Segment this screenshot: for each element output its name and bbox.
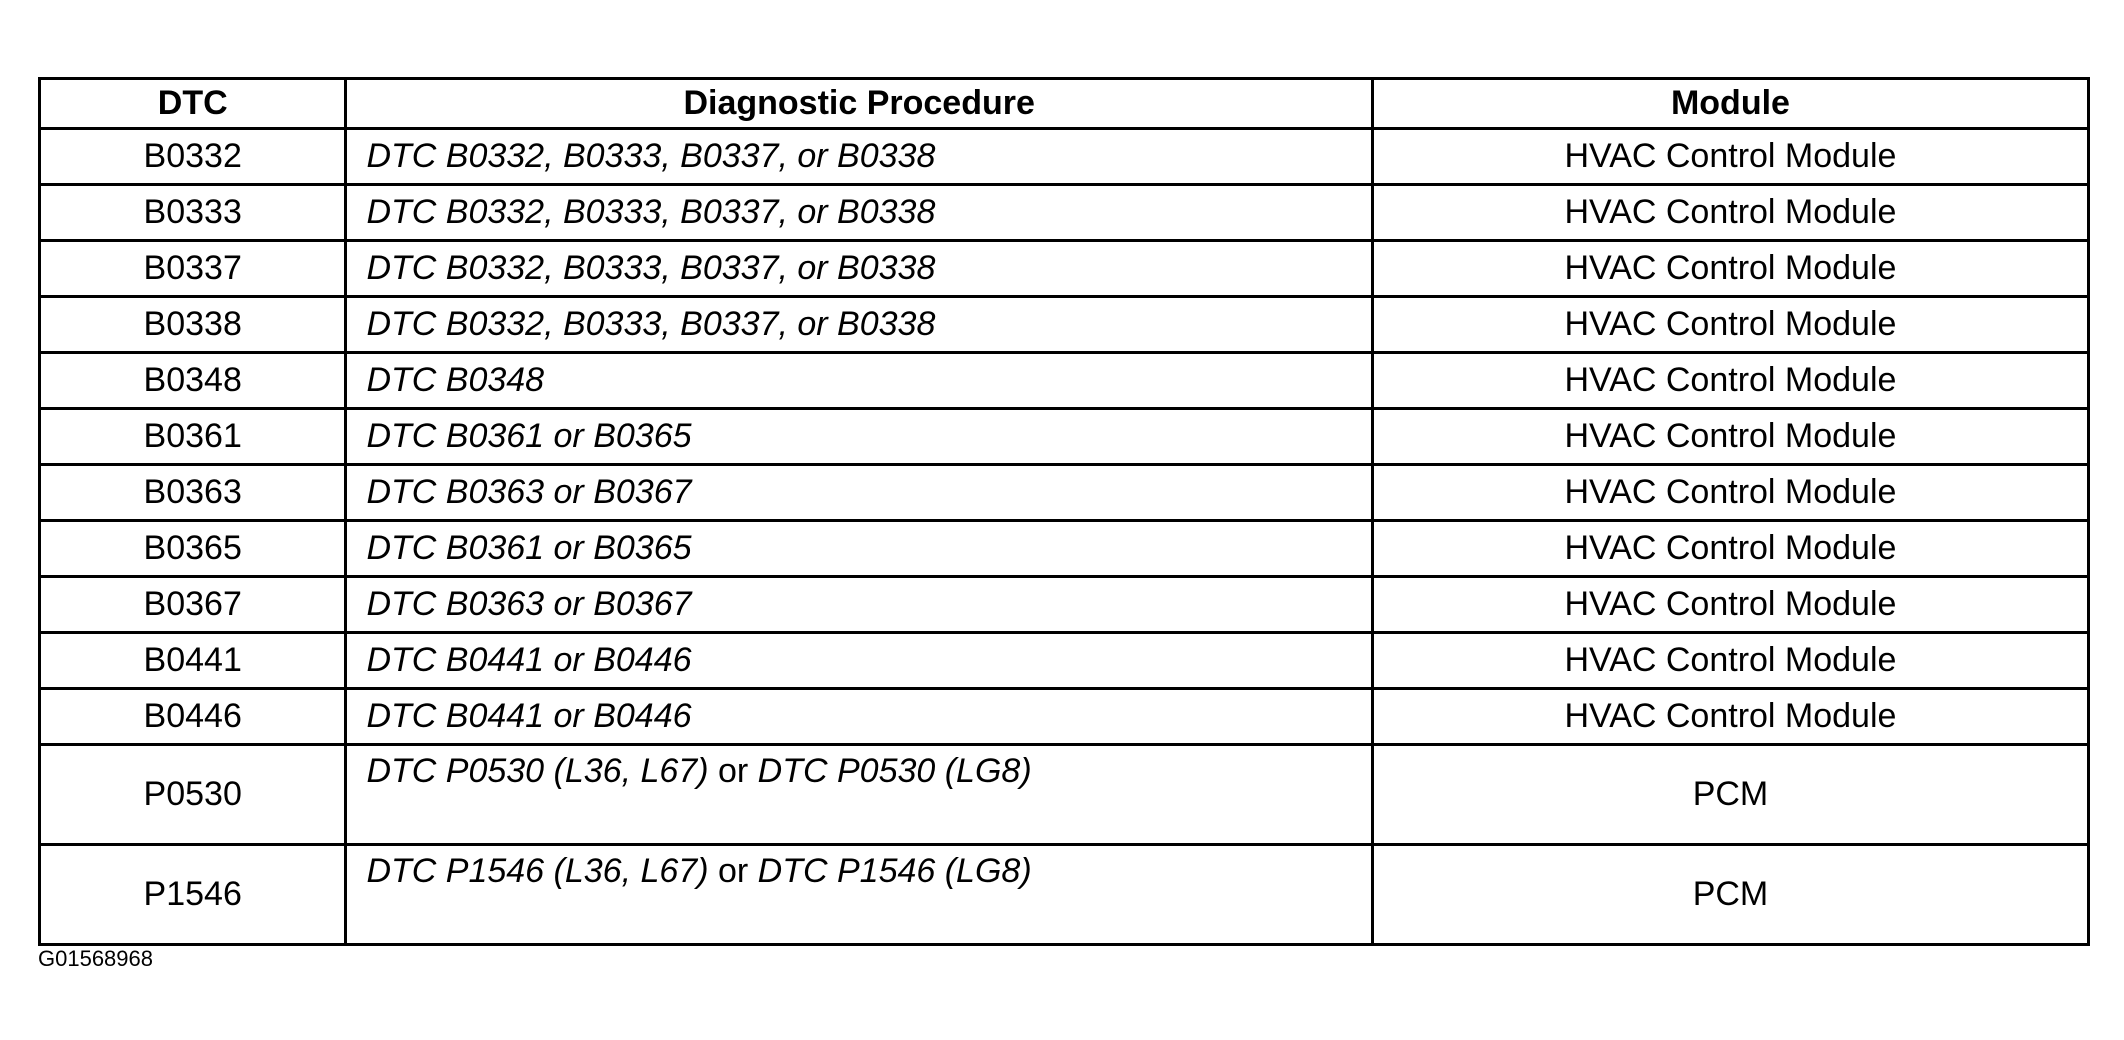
module-name: HVAC Control Module — [1372, 465, 2088, 521]
dtc-code: B0332 — [40, 129, 346, 185]
dtc-table — [38, 77, 2090, 946]
diagnostic-procedure: DTC B0332, B0333, B0337, or B0338 — [346, 241, 1373, 297]
table-row — [40, 633, 2089, 689]
module-name: HVAC Control Module — [1372, 409, 2088, 465]
header-row — [40, 79, 2089, 129]
table-row — [40, 577, 2089, 633]
diagnostic-procedure: DTC B0441 or B0446 — [346, 633, 1373, 689]
table-row — [40, 297, 2089, 353]
module-name: PCM — [1372, 845, 2088, 945]
table-header — [40, 79, 2089, 129]
module-name: HVAC Control Module — [1372, 689, 2088, 745]
diagnostic-procedure — [346, 745, 1373, 845]
diagnostic-procedure — [346, 845, 1373, 945]
diagnostic-procedure: DTC B0363 or B0367 — [346, 465, 1373, 521]
table-row — [40, 465, 2089, 521]
dtc-code: B0338 — [40, 297, 346, 353]
procedure-connector: or — [717, 752, 749, 790]
table-row — [40, 409, 2089, 465]
header-diagnostic-procedure: Diagnostic Procedure — [346, 79, 1373, 129]
header-module: Module — [1372, 79, 2088, 129]
dtc-code: B0367 — [40, 577, 346, 633]
dtc-code: P1546 — [40, 845, 346, 945]
diagnostic-procedure: DTC B0361 or B0365 — [346, 409, 1373, 465]
procedure-connector: or — [717, 852, 749, 890]
procedure-variant-b: DTC P0530 (LG8) — [757, 752, 1032, 790]
dtc-code: B0441 — [40, 633, 346, 689]
diagnostic-procedure: DTC B0441 or B0446 — [346, 689, 1373, 745]
diagnostic-procedure: DTC B0332, B0333, B0337, or B0338 — [346, 129, 1373, 185]
table-row — [40, 521, 2089, 577]
diagnostic-procedure: DTC B0348 — [346, 353, 1373, 409]
table-body — [40, 129, 2089, 945]
figure-id: G01568968 — [38, 946, 153, 971]
module-name: HVAC Control Module — [1372, 521, 2088, 577]
table-row — [40, 745, 2089, 845]
module-name: HVAC Control Module — [1372, 577, 2088, 633]
dtc-code: B0337 — [40, 241, 346, 297]
table-row — [40, 353, 2089, 409]
diagnostic-procedure: DTC B0361 or B0365 — [346, 521, 1373, 577]
dtc-code: B0348 — [40, 353, 346, 409]
module-name: HVAC Control Module — [1372, 129, 2088, 185]
module-name: HVAC Control Module — [1372, 185, 2088, 241]
dtc-code: B0361 — [40, 409, 346, 465]
module-name: PCM — [1372, 745, 2088, 845]
dtc-code: B0333 — [40, 185, 346, 241]
dtc-code: B0365 — [40, 521, 346, 577]
procedure-variant-a: DTC P0530 (L36, L67) — [366, 752, 709, 790]
dtc-code: B0363 — [40, 465, 346, 521]
procedure-variant-b: DTC P1546 (LG8) — [757, 852, 1032, 890]
diagnostic-procedure: DTC B0332, B0333, B0337, or B0338 — [346, 297, 1373, 353]
dtc-code: B0446 — [40, 689, 346, 745]
module-name: HVAC Control Module — [1372, 353, 2088, 409]
dtc-code: P0530 — [40, 745, 346, 845]
diagnostic-procedure: DTC B0332, B0333, B0337, or B0338 — [346, 185, 1373, 241]
table-row — [40, 241, 2089, 297]
module-name: HVAC Control Module — [1372, 241, 2088, 297]
table-row — [40, 845, 2089, 945]
table-row — [40, 185, 2089, 241]
procedure-variant-a: DTC P1546 (L36, L67) — [366, 852, 709, 890]
diagnostic-procedure: DTC B0363 or B0367 — [346, 577, 1373, 633]
module-name: HVAC Control Module — [1372, 633, 2088, 689]
table-row — [40, 689, 2089, 745]
header-dtc: DTC — [40, 79, 346, 129]
table-row — [40, 129, 2089, 185]
module-name: HVAC Control Module — [1372, 297, 2088, 353]
